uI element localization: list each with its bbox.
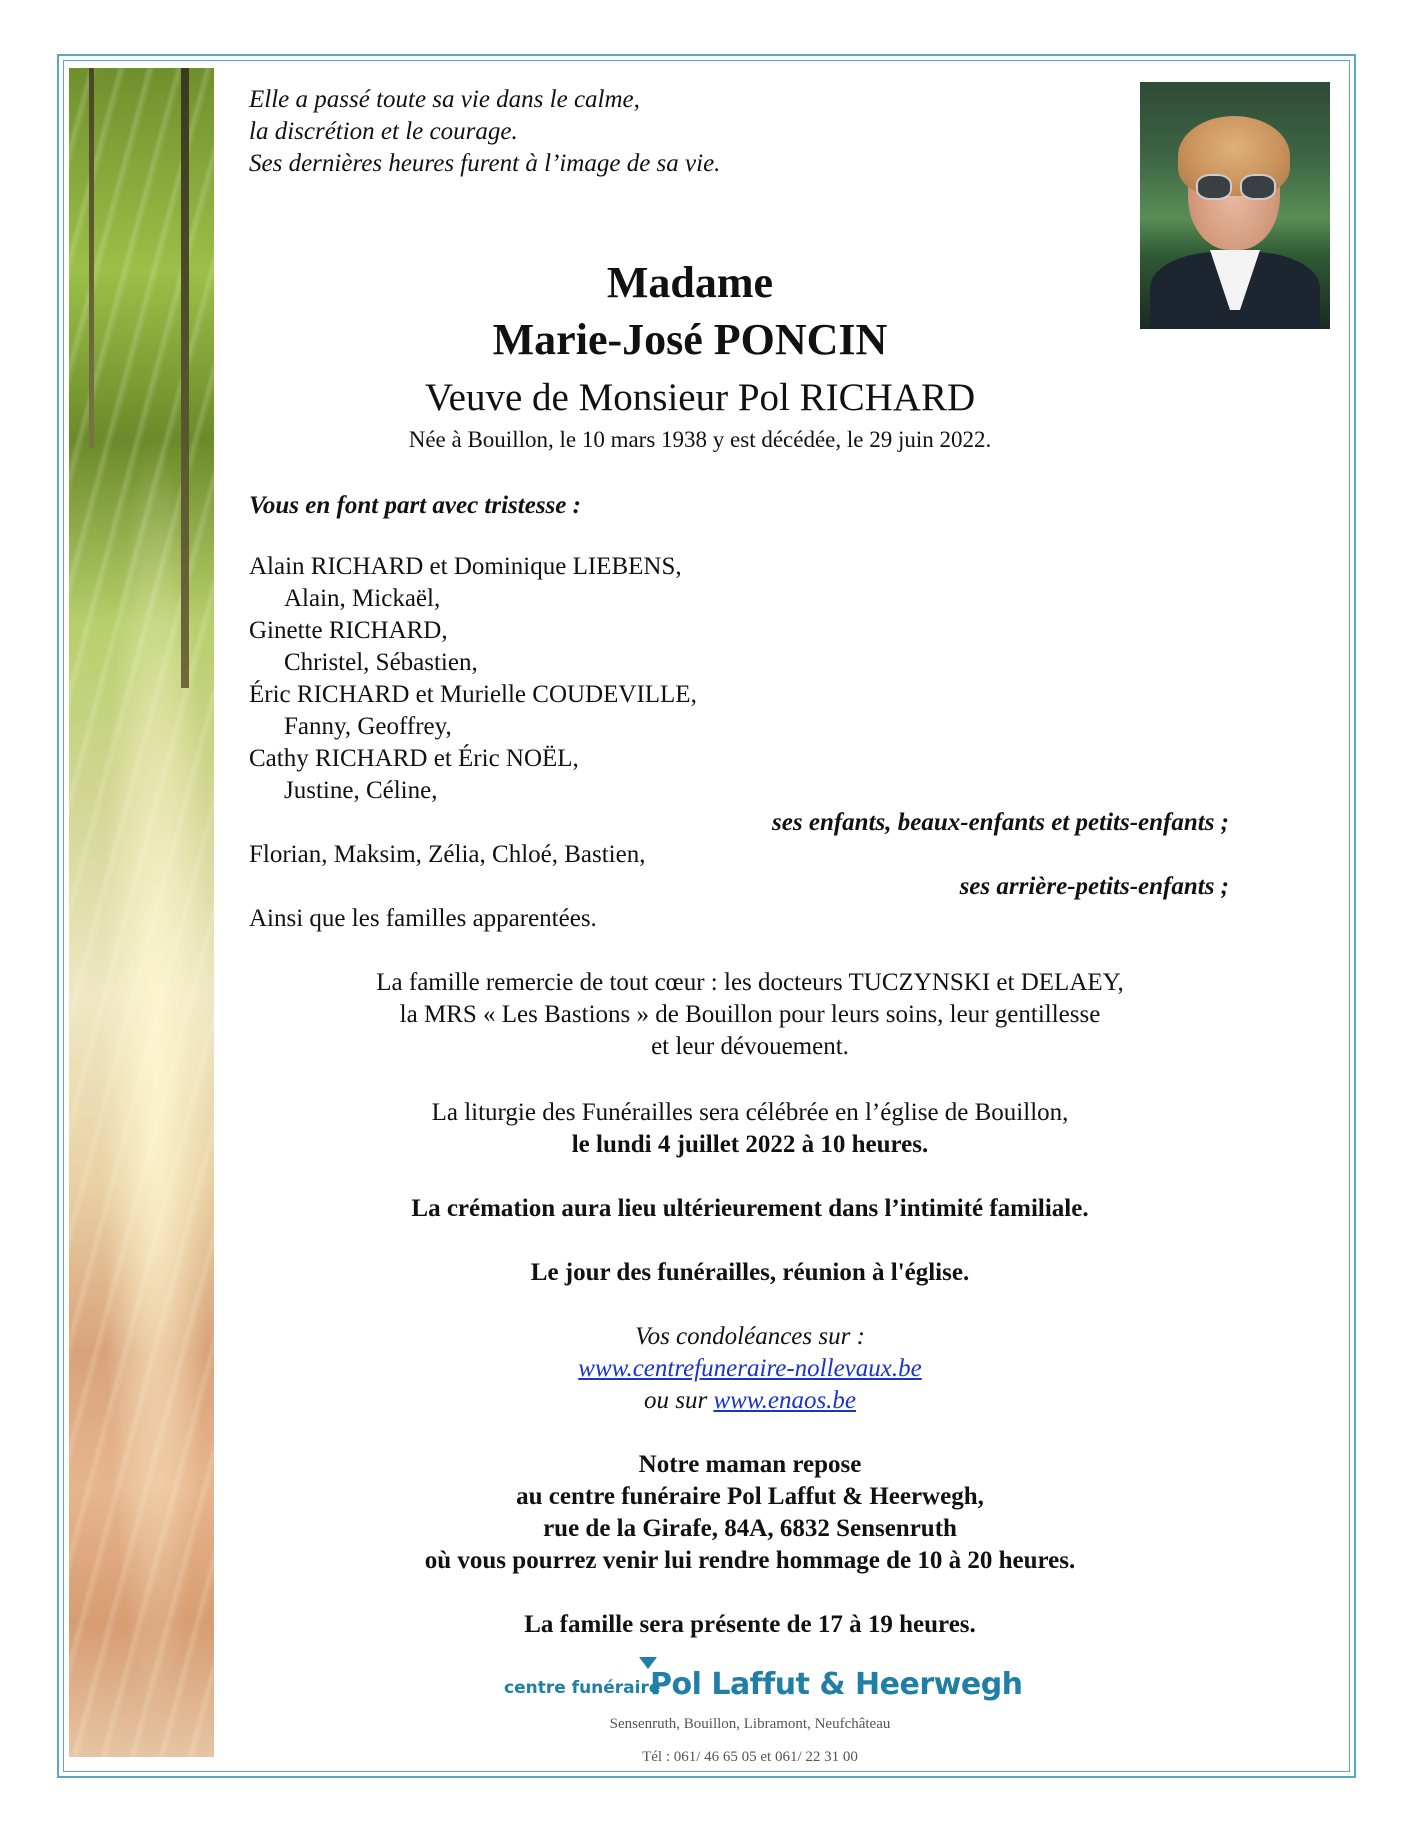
family-children: Christel, Sébastien, [284,649,478,676]
epigraph [249,84,869,180]
tree-trunk [181,68,189,688]
family-list [249,551,1229,935]
footer-phone: Tél : 061/ 46 65 05 et 061/ 22 31 00 [642,1749,858,1765]
condolences-or-text: ou sur [643,1387,714,1414]
condolences-block [250,1321,1250,1417]
logo-small-text: centre funéraire [504,1678,661,1698]
condolences-link-nollevaux[interactable]: www.centrefuneraire-nollevaux.be [578,1355,922,1382]
meeting-note: Le jour des funérailles, réunion à l'église. [530,1259,970,1286]
liturgy-line: La liturgie des Funérailles sera célébrée en l’église de Bouillon, [431,1099,1069,1126]
rest-line: où vous pourrez venir lui rendre hommage de 10 à 20 heures. [424,1547,1076,1574]
thanks-line: et leur dévouement. [651,1033,849,1060]
condolences-label: Vos condoléances sur : [635,1323,865,1350]
deceased-name: Marie-José PONCIN [492,315,888,364]
tree-trunk [89,68,94,448]
family-role: ses enfants, beaux-enfants et petits-enfants ; [772,809,1229,836]
rest-line: rue de la Girafe, 84A, 6832 Sensenruth [543,1515,957,1542]
family-children: Alain, Mickaël, [284,585,441,612]
family-children: Justine, Céline, [284,777,438,804]
footer-towns: Sensenruth, Bouillon, Libramont, Neufchâteau [609,1716,891,1732]
family-member: Ainsi que les familles apparentées. [249,905,597,932]
family-member: Éric RICHARD et Murielle COUDEVILLE, [249,681,697,708]
logo-big-text: Pol Laffut & Heerwegh [650,1667,1023,1702]
thanks-line: la MRS « Les Bastions » de Bouillon pour leurs soins, leur gentillesse [399,1001,1101,1028]
family-member: Alain RICHARD et Dominique LIEBENS, [249,553,682,580]
family-children: Fanny, Geoffrey, [284,713,452,740]
thanks-line: La famille remercie de tout cœur : les docteurs TUCZYNSKI et DELAEY, [376,969,1124,996]
family-member: Florian, Maksim, Zélia, Chloé, Bastien, [249,841,646,868]
family-member: Ginette RICHARD, [249,617,448,644]
deceased-widow-of: Veuve de Monsieur Pol RICHARD [424,376,976,419]
liturgy-date: le lundi 4 juillet 2022 à 10 heures. [571,1131,929,1158]
epigraph-line: la discrétion et le courage. [249,118,518,145]
rest-line: Notre maman repose [638,1451,862,1478]
cremation-note: La crémation aura lieu ultérieurement dans l’intimité familiale. [411,1195,1089,1222]
forest-path-image [69,68,214,1757]
liturgy-block [250,1097,1250,1161]
portrait-photo [1140,82,1330,329]
epigraph-line: Ses dernières heures furent à l’image de sa vie. [249,150,721,177]
family-member: Cathy RICHARD et Éric NOËL, [249,745,579,772]
presence-note: La famille sera présente de 17 à 19 heures. [524,1611,976,1638]
deceased-title: Madame [606,258,774,307]
deceased-dates: Née à Bouillon, le 10 mars 1938 y est décédée, le 29 juin 2022. [408,427,992,452]
thanks-block [250,967,1250,1063]
announce-heading: Vous en font part avec tristesse : [249,492,581,519]
portrait-sunglasses [1196,174,1276,196]
condolences-link-enaos[interactable]: www.enaos.be [713,1387,857,1414]
epigraph-line: Elle a passé toute sa vie dans le calme, [249,86,640,113]
family-role: ses arrière-petits-enfants ; [959,873,1229,900]
rest-block [250,1449,1250,1577]
funeral-home-logo [500,1657,1023,1717]
rest-line: au centre funéraire Pol Laffut & Heerwegh, [516,1483,984,1510]
